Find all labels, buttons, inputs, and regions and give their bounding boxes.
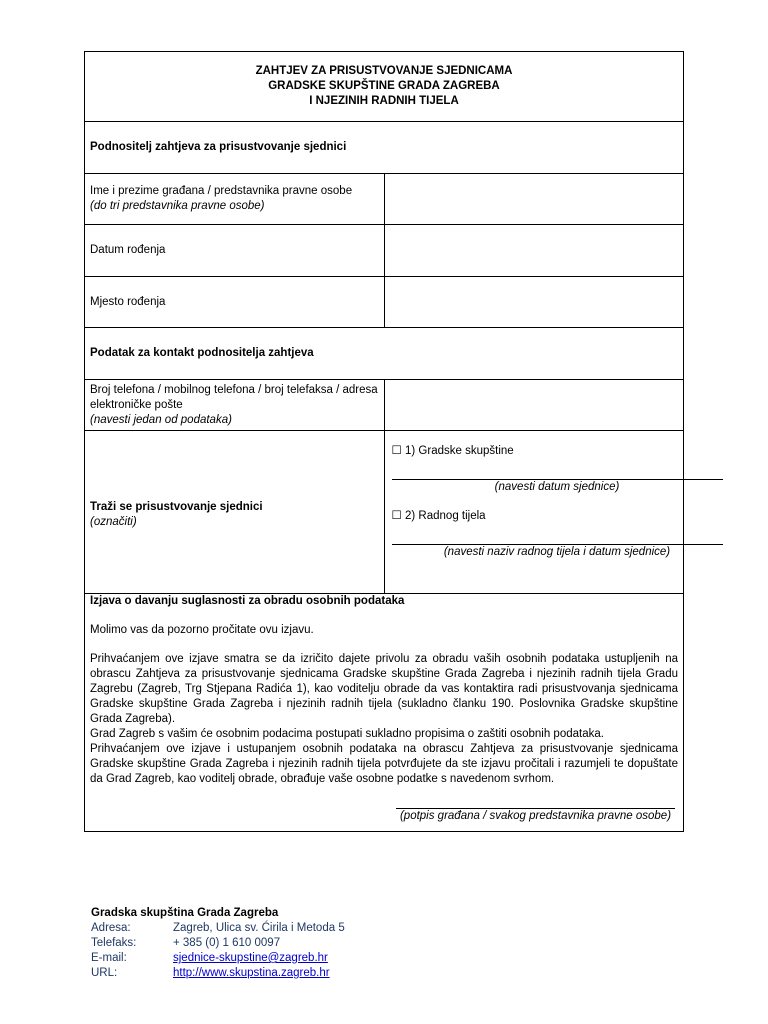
footer-url-value bbox=[173, 966, 330, 981]
contact-label: Broj telefona / mobilnog telefona / broj telefaksa / adresa elektroničke pošte bbox=[90, 383, 378, 411]
footer bbox=[91, 906, 345, 981]
form-title-line-1: ZAHTJEV ZA PRISUSTVOVANJE SJEDNICAMA bbox=[255, 65, 513, 77]
consent-section bbox=[85, 594, 684, 832]
contact-label-cell bbox=[85, 380, 385, 431]
footer-email-row bbox=[91, 951, 345, 966]
name-label-cell bbox=[85, 174, 385, 225]
pob-label: Mjesto rođenja bbox=[85, 277, 385, 328]
signature-hint: (potpis građana / svakog predstavnika pravne osobe) bbox=[399, 810, 672, 822]
request-label-cell bbox=[85, 431, 385, 594]
consent-paragraph-3: Grad Zagreb s vašim će osobnim podacima postupati sukladno propisima o zaštiti osobnih podataka. bbox=[90, 728, 604, 740]
contact-note: (navesti jedan od podataka) bbox=[90, 413, 232, 426]
option-1-line[interactable] bbox=[392, 459, 723, 480]
option-2-line[interactable] bbox=[392, 524, 723, 545]
form-title-line-2: GRADSKE SKUPŠTINE GRADA ZAGREBA bbox=[268, 80, 500, 92]
option-2-checkbox[interactable]: ☐ bbox=[391, 510, 402, 522]
dob-field[interactable] bbox=[384, 225, 684, 277]
consent-paragraph-1: Molimo vas da pozorno pročitate ovu izjavu. bbox=[90, 624, 314, 636]
footer-email-key: E-mail: bbox=[91, 952, 127, 964]
footer-url-row bbox=[91, 966, 345, 981]
dob-label: Datum rođenja bbox=[85, 225, 385, 277]
option-2-label: 2) Radnog tijela bbox=[405, 510, 486, 522]
option-2-hint: (navesti naziv radnog tijela i datum sjednice) bbox=[443, 546, 671, 558]
footer-address-value: Zagreb, Ulica sv. Ćirila i Metoda 5 bbox=[173, 922, 345, 934]
request-form bbox=[84, 51, 684, 832]
option-1-label: 1) Gradske skupštine bbox=[405, 445, 514, 457]
request-note: (označiti) bbox=[90, 516, 137, 528]
footer-address-key: Adresa: bbox=[91, 922, 131, 934]
section-contact: Podatak za kontakt podnositelja zahtjeva bbox=[85, 328, 684, 380]
name-label: Ime i prezime građana / predstavnika pravne osobe bbox=[90, 185, 353, 197]
email-link[interactable]: sjednice-skupstine@zagreb.hr bbox=[173, 952, 328, 964]
option-1-hint: (navesti datum sjednice) bbox=[494, 481, 620, 493]
signature-line[interactable] bbox=[396, 801, 675, 809]
footer-email-value bbox=[173, 951, 328, 966]
footer-fax-value: + 385 (0) 1 610 0097 bbox=[173, 937, 281, 949]
request-label: Traži se prisustvovanje sjednici bbox=[90, 501, 263, 513]
consent-paragraph-4: Prihvaćanjem ove izjave i ustupanjem osobnih podataka na obrascu Zahtjeva za prisustvovanje sjednicama Gradske skupštine Grada Zagreba i njezinih radnih tijela potvrđujete da ste izjavu pročitali i razumjeli te dopuštate da Grad Zagreb, kao voditelj obrade, obrađuje vaše osobne podatke s navedenom svrhom. bbox=[90, 743, 678, 785]
signature-block bbox=[396, 801, 675, 824]
form-title-line-3: I NJEZINIH RADNIH TIJELA bbox=[309, 95, 459, 107]
form-title bbox=[85, 52, 684, 122]
name-note: (do tri predstavnika pravne osobe) bbox=[90, 200, 265, 212]
footer-url-key: URL: bbox=[91, 967, 118, 979]
name-field[interactable] bbox=[384, 174, 684, 225]
footer-fax-row bbox=[91, 936, 345, 951]
section-applicant: Podnositelj zahtjeva za prisustvovanje sjednici bbox=[85, 122, 684, 174]
pob-field[interactable] bbox=[384, 277, 684, 328]
footer-address-row bbox=[91, 921, 345, 936]
consent-paragraph-2: Prihvaćanjem ove izjave smatra se da izričito dajete privolu za obradu vaših osobnih podataka ustupljenih na obrascu Zahtjeva za prisustvovanje sjednicama Gradske skupštine Grada Zagreba i njezinih radnih tijela Gradu Zagrebu (Zagreb, Trg Stjepana Radića 1), kao voditelju obrade da vas kontaktira radi prisustvovanja sjednicama Gradske skupštine Grada Zagreba i njezinih radnih tijela (sukladno članku 190. Poslovnika Gradske skupštine Grada Zagreba). bbox=[90, 653, 678, 725]
consent-title: Izjava o davanju suglasnosti za obradu osobnih podataka bbox=[90, 595, 405, 607]
option-2 bbox=[392, 509, 684, 524]
footer-title: Gradska skupština Grada Zagreba bbox=[91, 907, 279, 919]
option-1 bbox=[392, 444, 684, 459]
footer-fax-key: Telefaks: bbox=[91, 937, 137, 949]
contact-field[interactable] bbox=[384, 380, 684, 431]
website-link[interactable]: http://www.skupstina.zagreb.hr bbox=[173, 967, 330, 979]
request-options bbox=[384, 431, 684, 594]
option-1-checkbox[interactable]: ☐ bbox=[391, 445, 402, 457]
